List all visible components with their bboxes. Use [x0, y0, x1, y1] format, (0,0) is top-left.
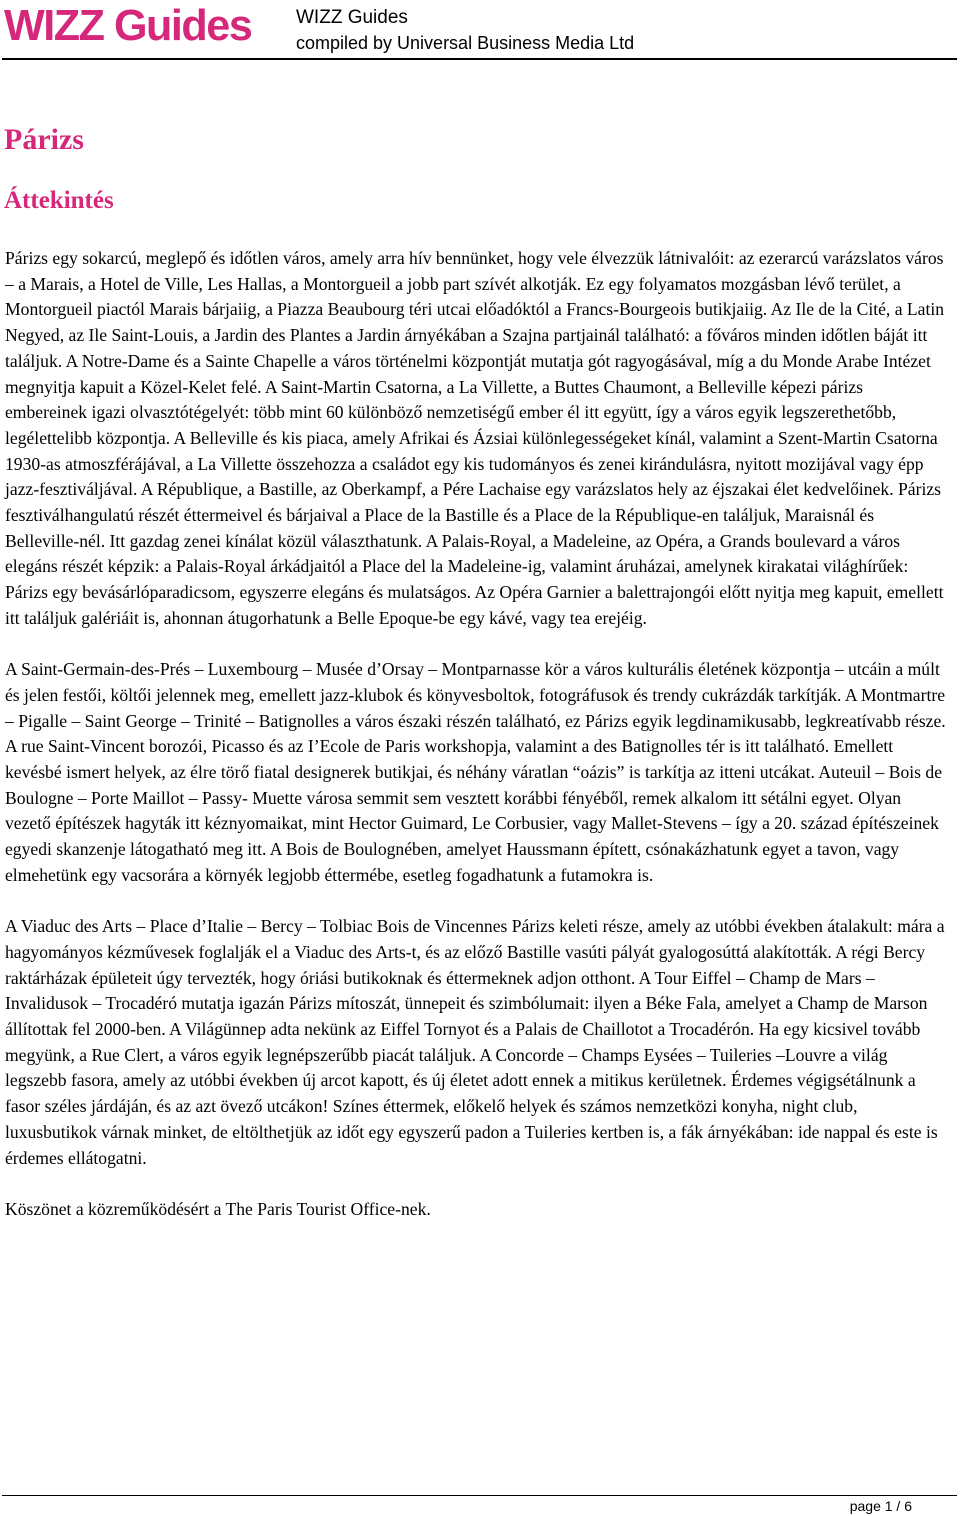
page-header — [0, 0, 960, 62]
header-title: WIZZ Guides — [296, 7, 408, 28]
page-title: Párizs — [4, 123, 84, 156]
wizz-guides-logo: WIZZ Guides — [4, 1, 252, 50]
paragraph: A Viaduc des Arts – Place d’Italie – Bercy – Tolbiac Bois de Vincennes Párizs keleti része, amely az utóbbi években átalakult: mára a hagyományos kézművesek foglalják el a Viaduc des Arts-t, és az előző Bastille vasúti pályát gyalogosúttá alakították. A régi Bercy raktárházak épületeit úgy tervezték, hogy óriási butikoknak és éttermeknek adjon otthont. A Tour Eiffel – Champ de Mars – Invalidusok – Trocadéró mutatja igazán Párizs mítoszát, ünnepeit és szimbólumait: ilyen a Béke Fala, amelyet a Champ de Marson állítottak fel 2000-ben. A Világünnep adta nekünk az Eiffel Tornyot és a Palais de Chaillotot a Trocadérón. Ha egy kicsivel tovább megyünk, a Rue Clert, a város egyik legnépszerűbb piacát találjuk. A Concorde – Champs Eysées – Tuileries –Louvre a világ legszebb fasora, amely az utóbbi években új arcot kapott, és új életet adott ennek a mitikus kerületnek. Érdemes végigsétálnunk a fasor széles járdáján, és az azt övező utcákon! Színes éttermek, előkelő helyek és számos nemzetközi konyha, night club, luxusbutikok várnak minket, de eltölthetjük az időt egy egyszerű padon a Tuileries kertben is, a fák árnyékában: ide nappal és este is érdemes ellátogatni. — [5, 916, 945, 1168]
section-heading: Áttekintés — [4, 187, 114, 214]
paragraph: Köszönet a közreműködésért a The Paris Tourist Office-nek. — [5, 1198, 431, 1219]
page-number: page 1 / 6 — [849, 1498, 912, 1514]
paragraph: Párizs egy sokarcú, meglepő és időtlen város, amely arra hív bennünket, hogy vele élvezzük látnivalóit: az ezerarcú varázslatos város – a Marais, a Hotel de Ville, Les Hallas, a Montorgueil a jobb part szívét alkotják. Ez egy folyamatos mozgásban lévő terület, a Montorgueil piactól Marais bárjaiig, a Piazza Beaubourg téri utcai előadóktól a Francs-Bourgeois butikjaiig. Az Ile de la Cité, a Latin Negyed, az Ile Saint-Louis, a Jardin des Plantes a Jardin árnyékában a Szajna partjainál található: a főváros minden időtlen báját itt találjuk. A Notre-Dame és a Sainte Chapelle a város történelmi központját mutatja gót ragyogásával, míg a du Monde Arabe Intézet megnyitja kapuit a Közel-Kelet felé. A Saint-Martin Csatorna, a La Villette, a Buttes Chaumont, a Belleville képezi párizs embereinek igazi olvasztótégelyét: több mint 60 különböző nemzetiségű ember él itt együtt, így a város egyik legszerethetőbb, legélettelibb központja. A Belleville és kis piaca, amely Afrikai és Ázsiai különlegességeket kínál, valamint a Szent-Martin Csatorna 1930-as atmoszférájával, a La Villette összehozza a családot egy kis tudományos és zenei kirándulásra, nyitott mozijával vagy épp jazz-fesztiváljával. A République, a Bastille, az Oberkampf, a Pére Lachaise egy varázslatos hely az éjszakai élet kedvelőinek. Párizs fesztiválhangulatú részét éttermeivel és bárjaival a Place de la Bastille és a Place de la République-en találjuk, Maraisnál és Belleville-nél. Itt gazdag zenei kínálat közül választhatunk. A Palais-Royal, a Madeleine, az Opéra, a Grands boulevard a város elegáns részét képzik: a Palais-Royal árkádjaitól a Place del la Madeleine-ig, valamint áruházai, amelynek kirakatai világhírűek: Párizs egy bevásárlóparadicsom, egyszerre elegáns és mulatságos. Az Opéra Garnier a balettrajongói előtt nyitja meg kapuit, emellett itt találjuk galériáit is, ahonnan átugorhatunk a Belle Epoque-be egy kávé, vagy tea erejéig. — [5, 248, 945, 628]
header-divider — [2, 58, 957, 60]
article-body — [5, 246, 947, 1248]
footer-divider — [2, 1495, 957, 1496]
paragraph: A Saint-Germain-des-Prés – Luxembourg – Musée d’Orsay – Montparnasse kör a város kulturális életének központja – utcáin a múlt és jelen festői, költői jelennek meg, emellett jazz-klubok és könyvesboltok, fotográfusok és trendy cukrázdák tarkítják. A Montmartre – Pigalle – Saint George – Trinité – Batignolles a város északi részén található, ez Párizs egyik legdinamikusabb, legkreatívabb része. A rue Saint-Vincent borozói, Picasso és az I’Ecole de Paris workshopja, valamint a des Batignolles tér is itt található. Emellett kevésbé ismert helyek, az élre törő fiatal designerek butikjai, és néhány váratlan “oázis” is tarkítja az itteni utcákat. Auteuil – Bois de Boulogne – Porte Maillot – Passy- Muette városa semmit sem vesztett korábbi fényéből, remek alkalom itt sétálni egyet. Olyan vezető építészek hagyták itt kéznyomaikat, mint Hector Guimard, Le Corbusier, vagy Mallet-Stevens – így a 20. század építészeinek egyedi skanzenje látogatható meg itt. A Bois de Boulognében, amelyet Haussmann épített, csónakázhatunk egyet a tavon, vagy elmehetünk egy vacsorára a környék legjobb éttermébe, esetleg fogadhatunk a futamokra is. — [5, 659, 946, 885]
header-subtitle: compiled by Universal Business Media Ltd — [296, 33, 635, 53]
